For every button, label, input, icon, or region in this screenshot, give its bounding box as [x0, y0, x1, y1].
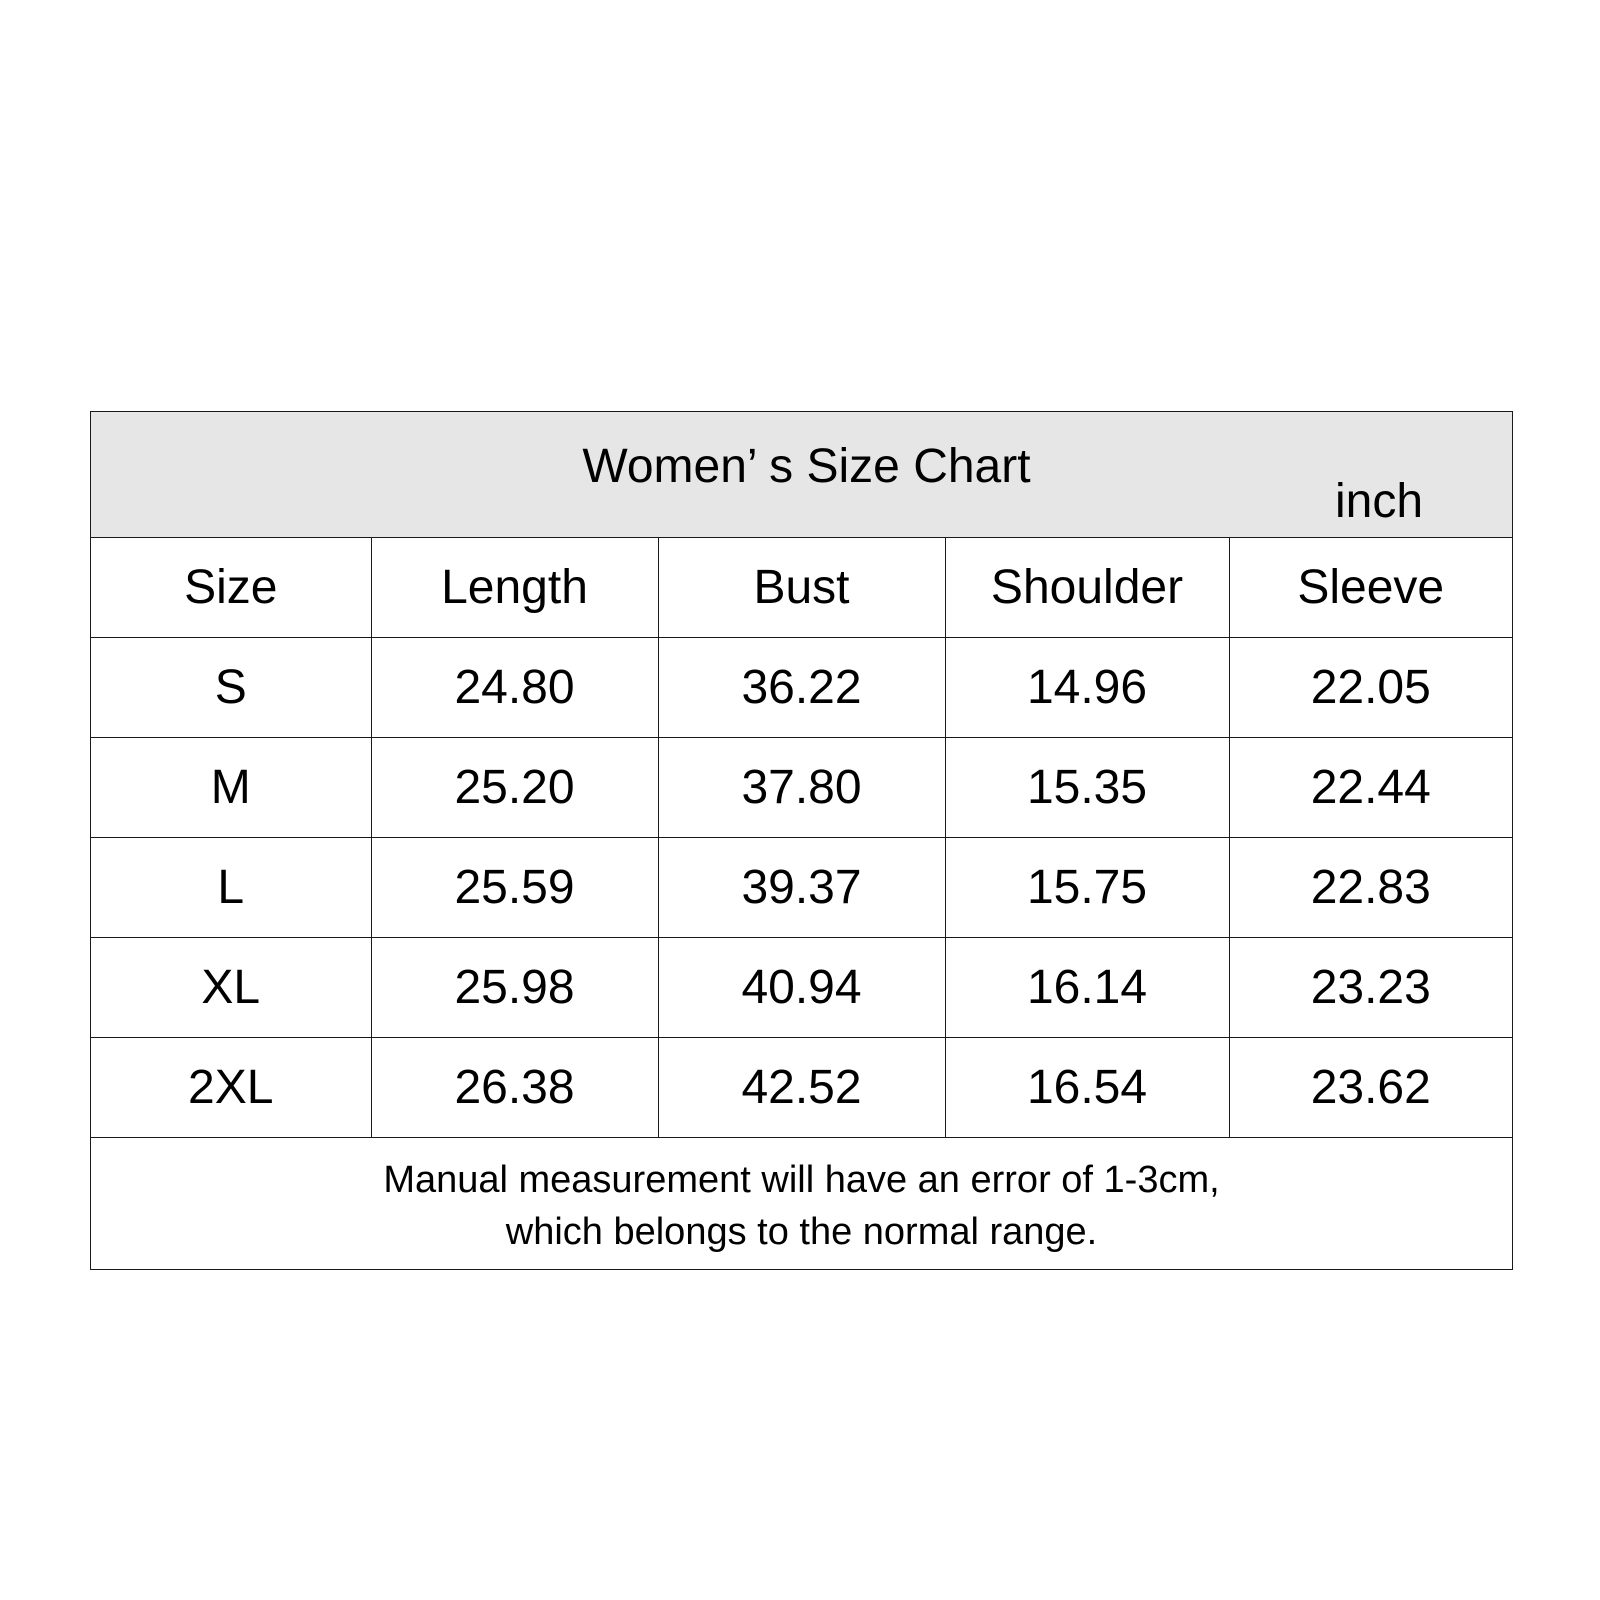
shoulder-cell: 15.75 [945, 837, 1229, 937]
length-cell: 25.20 [371, 737, 658, 837]
table-header-row [91, 538, 1512, 637]
column-header-length: Length [371, 538, 658, 637]
bust-cell: 42.52 [658, 1037, 945, 1137]
shoulder-cell: 16.14 [945, 937, 1229, 1037]
sleeve-cell: 23.23 [1229, 937, 1512, 1037]
length-cell: 25.98 [371, 937, 658, 1037]
bust-cell: 39.37 [658, 837, 945, 937]
length-cell: 25.59 [371, 837, 658, 937]
size-cell: L [91, 837, 371, 937]
column-header-size: Size [91, 538, 371, 637]
table-row [91, 937, 1512, 1037]
size-cell: XL [91, 937, 371, 1037]
column-header-shoulder: Shoulder [945, 538, 1229, 637]
column-header-bust: Bust [658, 538, 945, 637]
bust-cell: 36.22 [658, 637, 945, 737]
table-row [91, 737, 1512, 837]
unit-label: inch [1334, 475, 1424, 528]
table-row [91, 637, 1512, 737]
measurement-note-line-2: which belongs to the normal range. [505, 1211, 1098, 1253]
size-table [91, 538, 1512, 1138]
title-bar [91, 412, 1512, 538]
chart-title: Women’ s Size Chart [582, 440, 1031, 493]
measurement-note [91, 1143, 1512, 1269]
table-row [91, 837, 1512, 937]
bust-cell: 37.80 [658, 737, 945, 837]
length-cell: 26.38 [371, 1037, 658, 1137]
sleeve-cell: 22.05 [1229, 637, 1512, 737]
length-cell: 24.80 [371, 637, 658, 737]
size-cell: M [91, 737, 371, 837]
column-header-sleeve: Sleeve [1229, 538, 1512, 637]
shoulder-cell: 15.35 [945, 737, 1229, 837]
size-chart [90, 411, 1513, 1270]
shoulder-cell: 16.54 [945, 1037, 1229, 1137]
shoulder-cell: 14.96 [945, 637, 1229, 737]
sleeve-cell: 22.83 [1229, 837, 1512, 937]
sleeve-cell: 22.44 [1229, 737, 1512, 837]
measurement-note-line-1: Manual measurement will have an error of 1-3cm, [383, 1159, 1220, 1201]
sleeve-cell: 23.62 [1229, 1037, 1512, 1137]
table-row [91, 1037, 1512, 1137]
bust-cell: 40.94 [658, 937, 945, 1037]
size-cell: 2XL [91, 1037, 371, 1137]
size-cell: S [91, 637, 371, 737]
